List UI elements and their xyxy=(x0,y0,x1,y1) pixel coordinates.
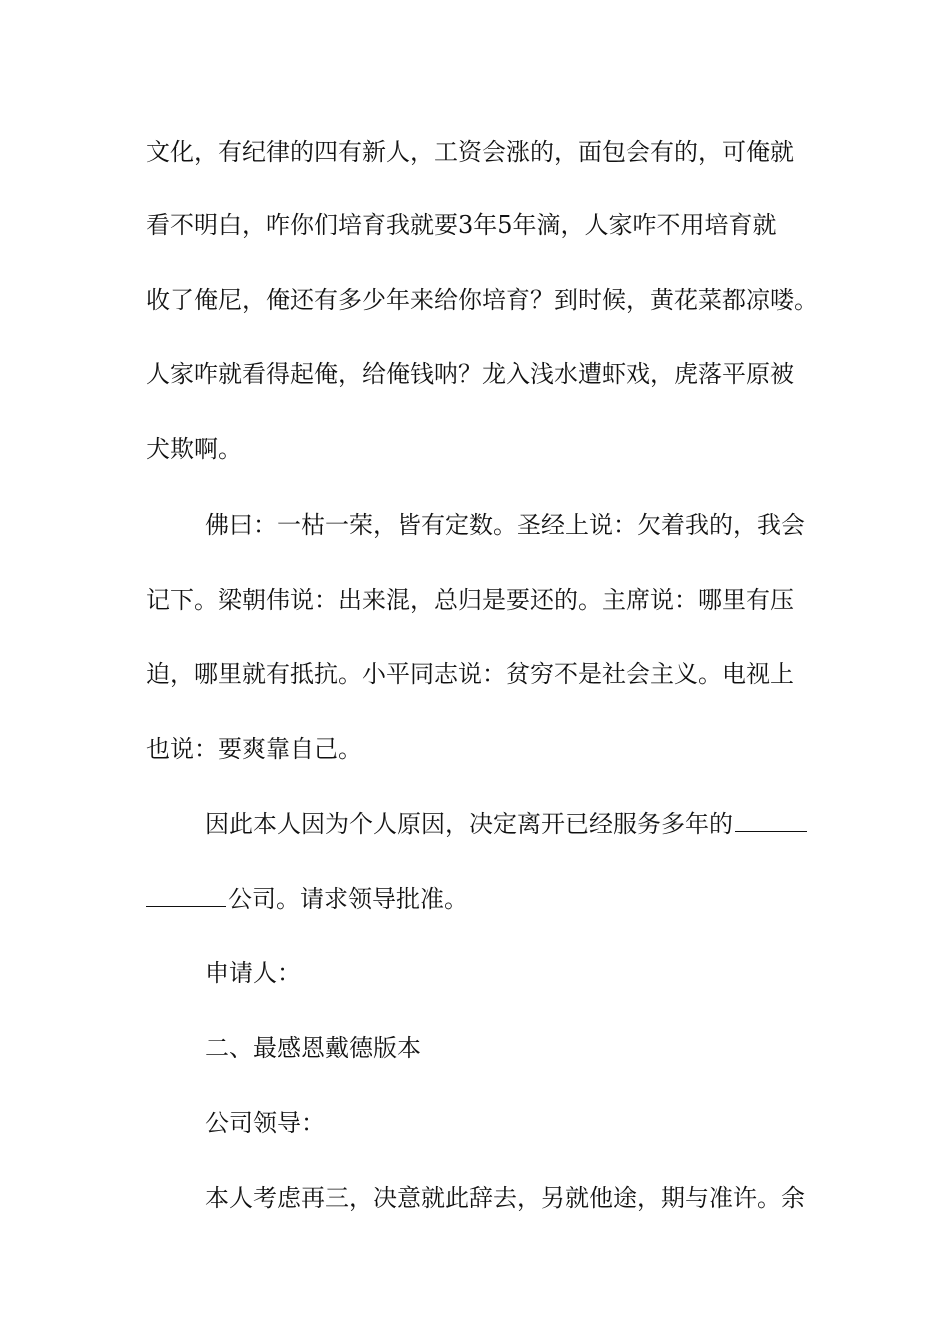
applicant-label: 申请人： xyxy=(205,959,301,987)
paragraph-3-line-2 xyxy=(146,884,468,914)
paragraph-3-text-2: 公司。请求领导批准。 xyxy=(228,885,468,913)
section-heading: 二、最感恩戴德版本 xyxy=(205,1034,421,1062)
paragraph-1-line-2: 看不明白，咋你们培育我就要3年5年滴，人家咋不用培育就 xyxy=(146,211,777,239)
company-name-blank-start xyxy=(735,809,807,832)
paragraph-2-line-3: 迫，哪里就有抵抗。小平同志说：贫穷不是社会主义。电视上 xyxy=(146,660,794,688)
company-name-blank-end xyxy=(146,884,226,907)
paragraph-2-line-2: 记下。梁朝伟说：出来混，总归是要还的。主席说：哪里有压 xyxy=(146,586,794,614)
paragraph-1-line-3: 收了俺尼，俺还有多少年来给你培育？到时候，黄花菜都凉喽。 xyxy=(146,286,818,314)
paragraph-1-line-5: 犬欺啊。 xyxy=(146,435,242,463)
paragraph-3-text-1: 因此本人因为个人原因，决定离开已经服务多年的 xyxy=(205,810,733,838)
paragraph-3-line-1 xyxy=(205,809,807,839)
paragraph-2-line-4: 也说：要爽靠自己。 xyxy=(146,735,362,763)
salutation: 公司领导： xyxy=(205,1109,325,1137)
paragraph-4-line-1: 本人考虑再三，决意就此辞去，另就他途，期与准许。余 xyxy=(205,1184,805,1212)
paragraph-2-line-1: 佛曰：一枯一荣，皆有定数。圣经上说：欠着我的，我会 xyxy=(205,511,805,539)
paragraph-1-line-4: 人家咋就看得起俺，给俺钱呐？龙入浅水遭虾戏，虎落平原被 xyxy=(146,360,794,388)
paragraph-1-line-1: 文化，有纪律的四有新人，工资会涨的，面包会有的，可俺就 xyxy=(146,138,794,166)
